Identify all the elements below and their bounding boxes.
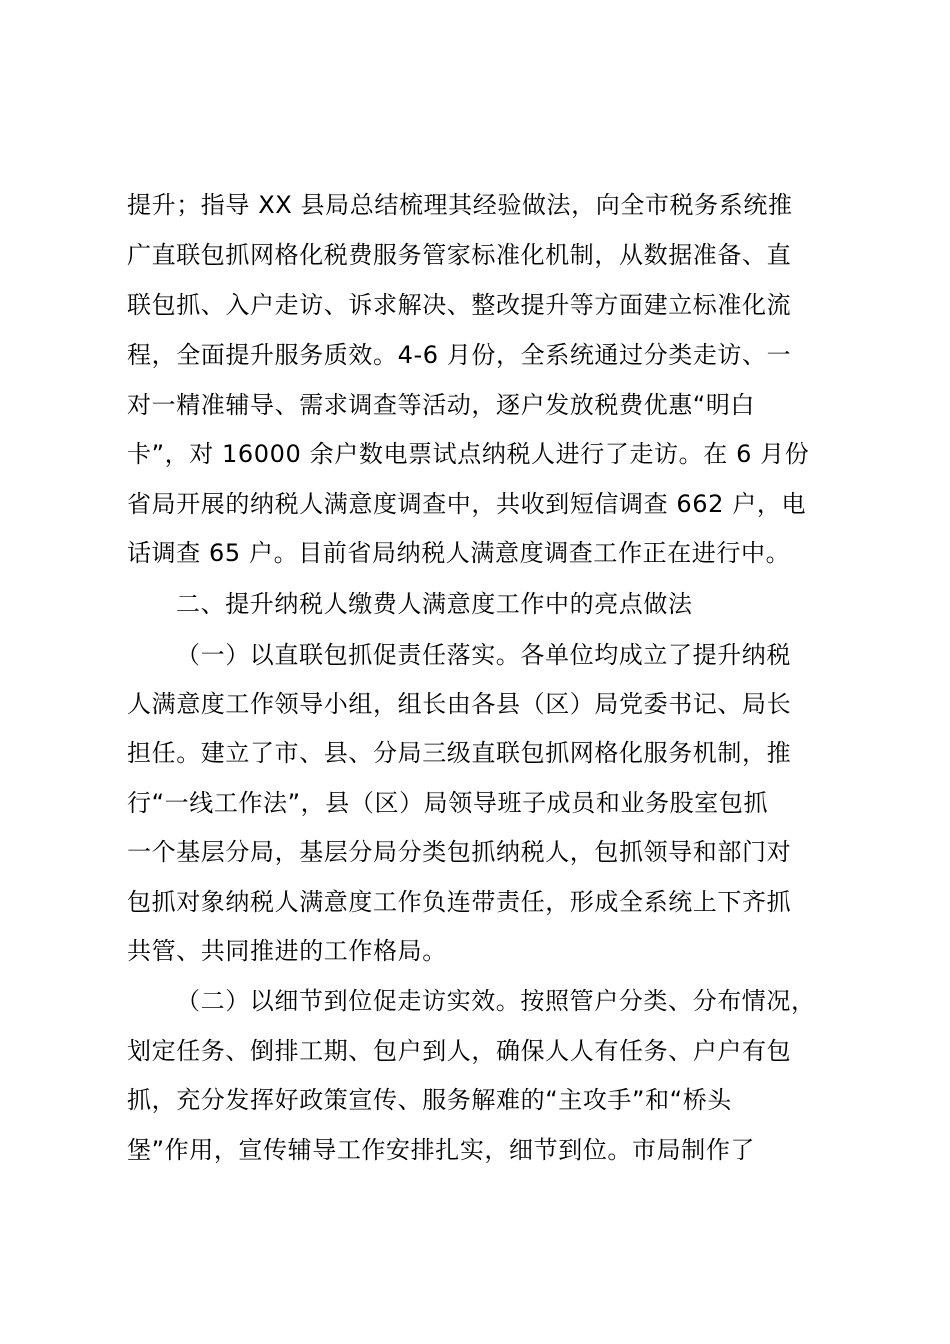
text-line: 卡”，对 16000 余户数电票试点纳税人进行了走访。在 6 月份 <box>127 440 810 468</box>
text-line: 对一精准辅导、需求调查等活动，逐户发放税费优惠“明白 <box>127 391 756 419</box>
text-line: 抓，充分发挥好政策宣传、服务解难的“主攻手”和“桥头 <box>127 1086 732 1114</box>
text-line: 提升；指导 XX 县局总结梳理其经验做法，向全市税务系统推 <box>127 191 793 219</box>
text-line: 省局开展的纳税人满意度调查中，共收到短信调查 662 户，电 <box>127 490 807 518</box>
text-line: 联包抓、入户走访、诉求解决、整改提升等方面建立标准化流 <box>127 291 792 319</box>
text-line: 行“一线工作法”，县（区）局领导班子成员和业务股室包抓 <box>127 789 769 817</box>
text-line: 人满意度工作领导小组，组长由各县（区）局党委书记、局长 <box>127 690 792 718</box>
text-line: 广直联包抓网格化税费服务管家标准化机制，从数据准备、直 <box>127 241 792 269</box>
paragraph-start-line: （二）以细节到位促走访实效。按照管户分类、分布情况， <box>176 987 816 1015</box>
section-heading: 二、提升纳税人缴费人满意度工作中的亮点做法 <box>176 590 693 618</box>
text-line: 担任。建立了市、县、分局三级直联包抓网格化服务机制，推 <box>127 739 792 767</box>
text-line: 包抓对象纳税人满意度工作负连带责任，形成全系统上下齐抓 <box>127 888 792 916</box>
text-line: 划定任务、倒排工期、包户到人，确保人人有任务、户户有包 <box>127 1037 792 1065</box>
text-line: 堡”作用，宣传辅导工作安排扎实，细节到位。市局制作了 <box>127 1136 756 1164</box>
text-line: 程，全面提升服务质效。4-6 月份，全系统通过分类走访、一 <box>127 341 792 369</box>
text-line: 共管、共同推进的工作格局。 <box>127 937 447 965</box>
paragraph-start-line: （一）以直联包抓促责任落实。各单位均成立了提升纳税 <box>176 641 791 669</box>
text-line: 话调查 65 户。目前省局纳税人满意度调查工作正在进行中。 <box>127 539 791 567</box>
text-line: 一个基层分局，基层分局分类包抓纳税人，包抓领导和部门对 <box>127 838 792 866</box>
